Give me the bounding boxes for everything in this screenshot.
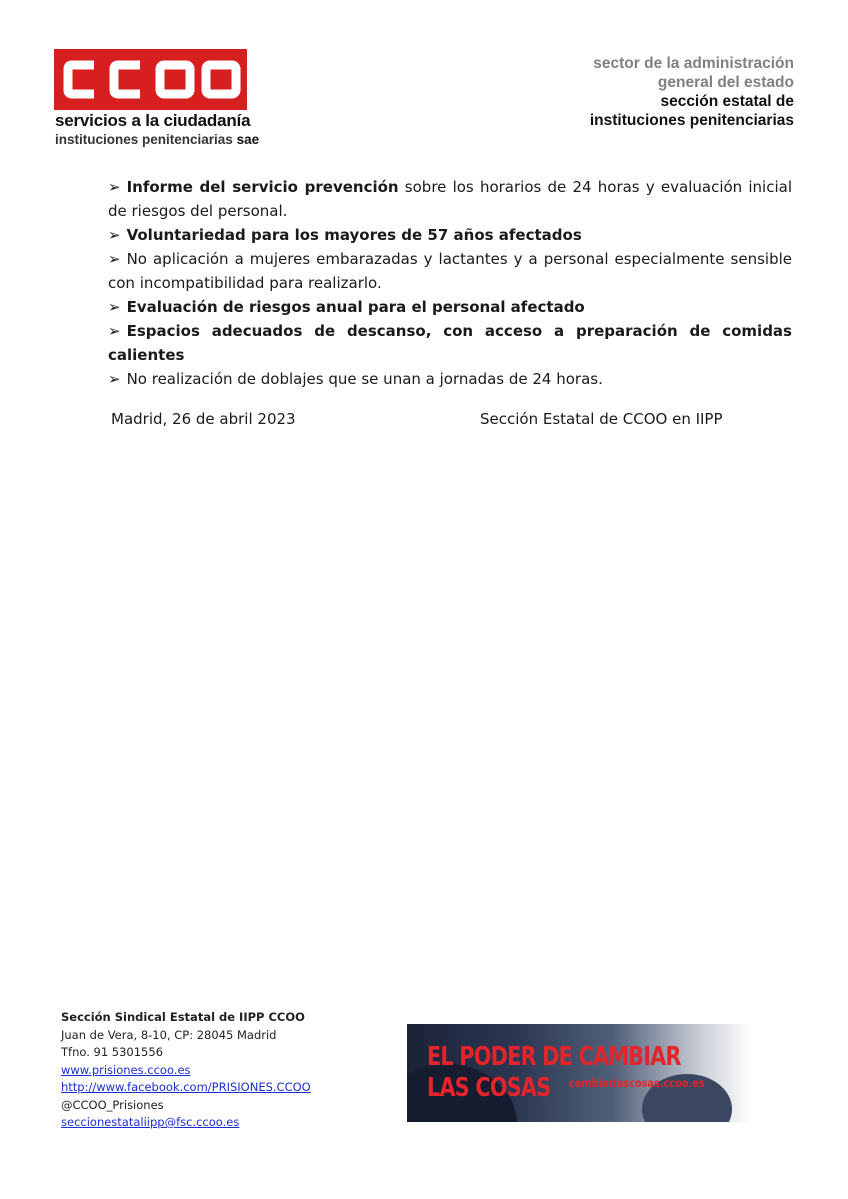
arrow-bullet-icon: ➢ — [108, 370, 121, 388]
header-line-3: sección estatal de — [660, 93, 794, 110]
banner-headline-1: EL PODER DE CAMBIAR — [427, 1042, 681, 1072]
header-section-title — [590, 54, 794, 130]
list-item — [108, 175, 792, 223]
banner-headline-2: LAS COSAS — [427, 1073, 551, 1103]
arrow-bullet-icon: ➢ — [108, 298, 121, 316]
logo-subtitle: servicios a la ciudadanía — [55, 111, 251, 130]
footer-address: Juan de Vera, 8-10, CP: 28045 Madrid — [61, 1027, 277, 1042]
header-line-2: general del estado — [657, 74, 794, 91]
signer: Sección Estatal de CCOO en IIPP — [480, 410, 723, 428]
footer-twitter: @CCOO_Prisiones — [61, 1097, 164, 1112]
ccoo-logo — [54, 49, 247, 110]
arrow-bullet-icon: ➢ — [108, 178, 121, 196]
item-bold-text: Espacios adecuados de descanso, con acceso a preparación de comidas calientes — [108, 322, 792, 364]
footer-facebook-link[interactable]: http://www.facebook.com/PRISIONES.CCOO — [61, 1080, 311, 1094]
item-text: No realización de doblajes que se unan a jornadas de 24 horas. — [126, 370, 603, 388]
list-item — [108, 247, 792, 295]
footer-website-link[interactable]: www.prisiones.ccoo.es — [61, 1062, 191, 1077]
list-item — [108, 295, 792, 319]
header-line-4: instituciones penitenciarias — [589, 112, 794, 129]
campaign-banner — [407, 1024, 752, 1122]
banner-url: cambiarlascosas.ccoo.es — [569, 1076, 705, 1090]
ccoo-logo-mark — [54, 49, 247, 110]
arrow-bullet-icon: ➢ — [108, 322, 121, 340]
item-bold-text: Evaluación de riesgos anual para el personal afectado — [126, 298, 585, 316]
header-line-1: sector de la administración — [593, 55, 794, 72]
logo-sae: sae — [236, 132, 260, 147]
footer-phone: Tfno. 91 5301556 — [61, 1045, 164, 1059]
place-date: Madrid, 26 de abril 2023 — [111, 410, 296, 428]
item-bold-text: Voluntariedad para los mayores de 57 años afectados — [126, 226, 582, 244]
item-text: sobre los horarios de 24 horas y evaluación inicial de riesgos del personal. — [108, 178, 792, 220]
logo-line2-text: instituciones penitenciarias — [55, 132, 233, 147]
item-text: No aplicación a mujeres embarazadas y lactantes y a personal especialmente sensible con incompatibilidad para realizarlo. — [108, 250, 792, 292]
logo-subtitle-secondary — [55, 132, 259, 147]
footer-email-link[interactable]: seccionestataliipp@fsc.ccoo.es — [61, 1115, 240, 1129]
demands-list — [108, 175, 792, 391]
list-item — [108, 367, 792, 391]
footer-contact — [61, 1009, 311, 1132]
arrow-bullet-icon: ➢ — [108, 226, 121, 244]
footer-title: Sección Sindical Estatal de IIPP CCOO — [61, 1010, 305, 1024]
arrow-bullet-icon: ➢ — [108, 250, 121, 268]
list-item — [108, 223, 792, 247]
list-item — [108, 319, 792, 367]
item-bold-text: Informe del servicio prevención — [126, 178, 399, 196]
